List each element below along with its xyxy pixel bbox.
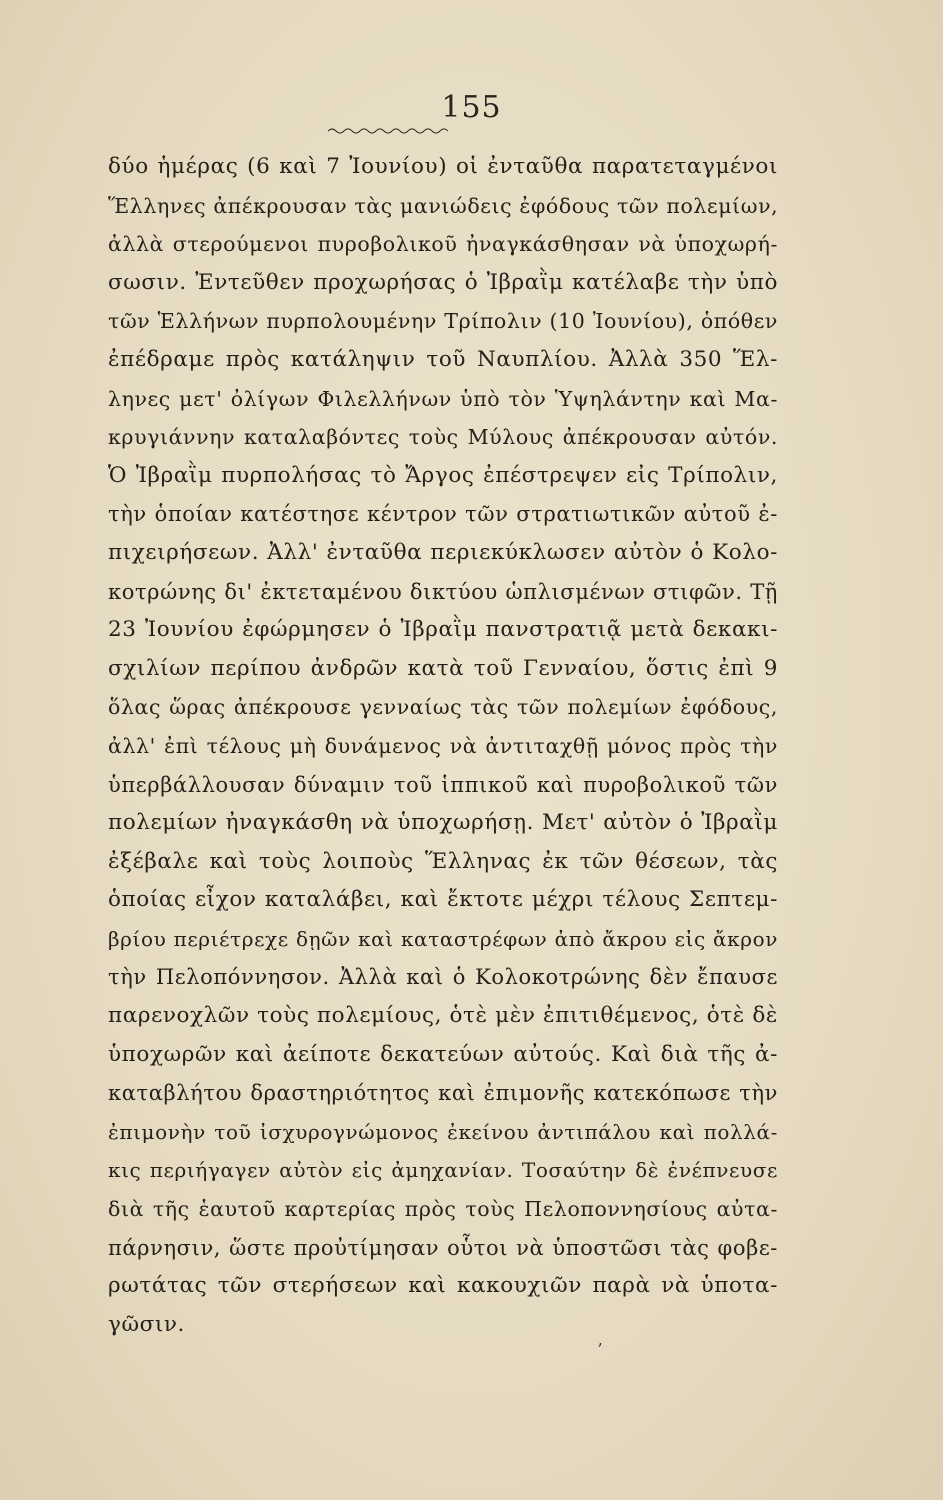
text-line: τῶν Ἑλλήνων πυρπολουμένην Τρίπολιν (10 Ἰουνίου), ὁπόθεν — [108, 309, 778, 334]
text-line: γῶσιν. — [108, 1311, 185, 1337]
text-line: σωσιν. Ἐντεῦθεν προχωρήσας ὁ Ἰβραῒμ κατέλαβε τὴν ὑπὸ — [108, 269, 778, 295]
text-line: ὁποίας εἶχον καταλάβει, καὶ ἔκτοτε μέχρι τέλους Σεπτεμ- — [108, 887, 778, 913]
text-line: ὑπερβάλλουσαν δύναμιν τοῦ ἱππικοῦ καὶ πυροβολικοῦ τῶν — [108, 772, 778, 797]
text-line: ὅλας ὥρας ἀπέκρουσε γενναίως τὰς τῶν πολεμίων ἐφόδους, — [108, 695, 778, 720]
text-line: κοτρώνης δι' ἐκτεταμένου δικτύου ὡπλισμένων στιφῶν. Τῇ — [108, 579, 778, 604]
text-line: Ὁ Ἰβραῒμ πυρπολήσας τὸ Ἄργος ἐπέστρεψεν εἰς Τρίπολιν, — [108, 462, 778, 488]
text-line: σχιλίων περίπου ἀνδρῶν κατὰ τοῦ Γενναίου, ὅστις ἐπὶ 9 — [108, 655, 778, 681]
text-line: ἐπέδραμε πρὸς κατάληψιν τοῦ Ναυπλίου. Ἀλλὰ 350 Ἕλ- — [108, 346, 778, 372]
text-line: βρίου περιέτρεχε δῃῶν καὶ καταστρέφων ἀπὸ ἄκρου εἰς ἄκρον — [108, 926, 778, 951]
text-line: τὴν Πελοπόννησον. Ἀλλὰ καὶ ὁ Κολοκοτρώνης δὲν ἔπαυσε — [108, 965, 778, 990]
text-line: ληνες μετ' ὀλίγων Φιλελλήνων ὑπὸ τὸν Ὑψηλάντην καὶ Μα- — [108, 386, 778, 411]
text-line: καταβλήτου δραστηριότητος καὶ ἐπιμονῆς κατεκόπωσε τὴν — [108, 1081, 778, 1106]
text-line: πολεμίων ἠναγκάσθη νὰ ὑποχωρήσῃ. Μετ' αὐτὸν ὁ Ἰβραῒμ — [108, 810, 778, 836]
text-line: ἀλλὰ στερούμενοι πυροβολικοῦ ἠναγκάσθησαν νὰ ὑποχωρή- — [108, 232, 778, 257]
text-line: 23 Ἰουνίου ἐφώρμησεν ὁ Ἰβραῒμ πανστρατιᾷ μετὰ δεκακι- — [108, 617, 778, 643]
text-line: ρωτάτας τῶν στερήσεων καὶ κακουχιῶν παρὰ νὰ ὑποτα- — [108, 1273, 778, 1299]
page-number: 155 — [441, 90, 502, 125]
text-line: Ἕλληνες ἀπέκρουσαν τὰς μανιώδεις ἐφόδους τῶν πολεμίων, — [108, 193, 779, 218]
text-line: ἐπιμονὴν τοῦ ἰσχυρογνώμονος ἐκείνου ἀντιπάλου καὶ πολλά- — [108, 1119, 778, 1144]
text-line: πάρνησιν, ὥστε προὐτίμησαν οὗτοι νὰ ὑποστῶσι τὰς φοβε- — [108, 1235, 778, 1260]
body-text — [108, 148, 778, 1344]
text-line: πιχειρήσεων. Ἀλλ' ἐνταῦθα περιεκύκλωσεν αὐτὸν ὁ Κολο- — [108, 539, 778, 565]
text-line: κρυγιάννην καταλαβόντες τοὺς Μύλους ἀπέκρουσαν αὐτόν. — [108, 425, 778, 450]
text-line: κις περιήγαγεν αὐτὸν εἰς ἀμηχανίαν. Τοσαύτην δὲ ἐνέπνευσε — [108, 1158, 778, 1183]
text-line: διὰ τῆς ἑαυτοῦ καρτερίας πρὸς τοὺς Πελοποννησίους αὐτα- — [108, 1197, 778, 1222]
text-line: ἐξέβαλε καὶ τοὺς λοιποὺς Ἕλληνας ἐκ τῶν θέσεων, τὰς — [108, 848, 778, 874]
stray-mark: ʼ — [597, 1340, 603, 1359]
wavy-rule-ornament — [328, 126, 448, 136]
text-line: ἀλλ' ἐπὶ τέλους μὴ δυνάμενος νὰ ἀντιταχθῇ μόνος πρὸς τὴν — [108, 733, 778, 758]
text-line: τὴν ὁποίαν κατέστησε κέντρον τῶν στρατιωτικῶν αὐτοῦ ἐ- — [108, 502, 778, 527]
text-line: παρενοχλῶν τοὺς πολεμίους, ὁτὲ μὲν ἐπιτιθέμενος, ὁτὲ δὲ — [108, 1003, 778, 1029]
text-line: ὑποχωρῶν καὶ ἀείποτε δεκατεύων αὐτούς. Καὶ διὰ τῆς ἀ- — [108, 1041, 778, 1067]
text-line: δύο ἡμέρας (6 καὶ 7 Ἰουνίου) οἱ ἐνταῦθα παρατεταγμένοι — [108, 154, 778, 179]
